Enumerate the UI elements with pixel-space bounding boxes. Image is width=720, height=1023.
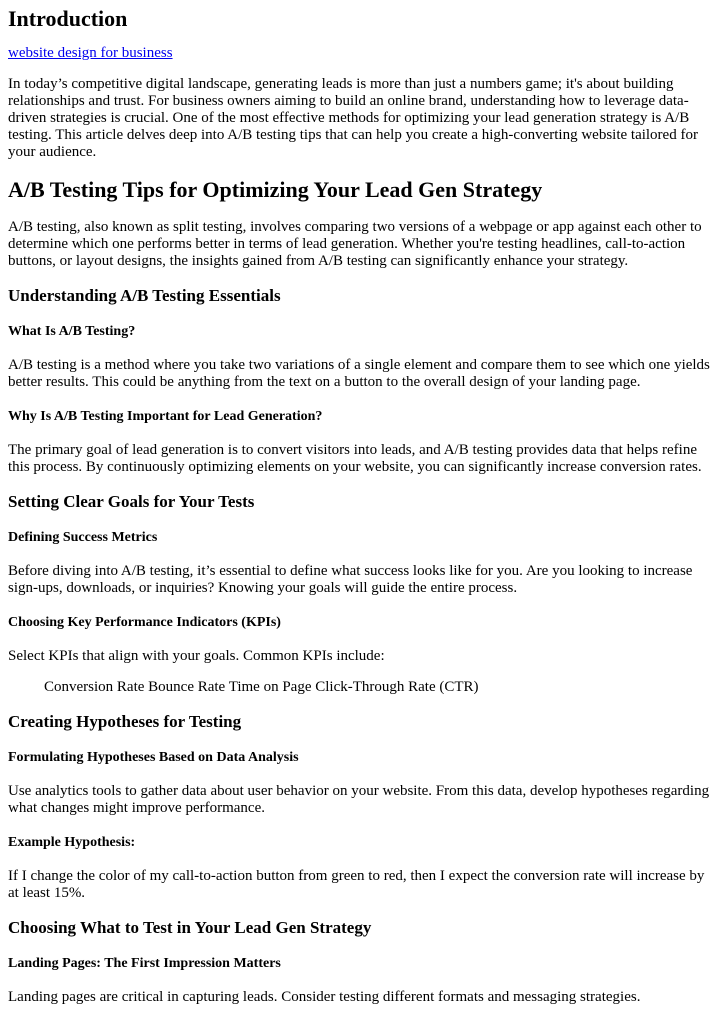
intro-paragraph: In today’s competitive digital landscape, generating leads is more than just a numbers game; it's about building relationships and trust. For business owners aiming to build an online brand, understanding how to leverage data-driven strategies is crucial. One of the most effective methods for optimizing your lead generation strategy is A/B testing. This article delves deep into A/B testing tips that can help you create a high-converting website tailored for your audience. (8, 76, 698, 160)
main-heading: A/B Testing Tips for Optimizing Your Lead Gen Strategy (8, 177, 543, 202)
why-ab-paragraph: The primary goal of lead generation is to convert visitors into leads, and A/B testing provides data that helps refine this process. By continuously optimizing elements on your website, you can significantly increase conversion rates. (8, 442, 702, 475)
essentials-heading: Understanding A/B Testing Essentials (8, 286, 281, 305)
example-hypothesis-heading: Example Hypothesis: (8, 835, 136, 850)
formulating-paragraph: Use analytics tools to gather data about user behavior on your website. From this data, develop hypotheses regarding what changes might improve performance. (8, 783, 710, 816)
kpi-paragraph: Select KPIs that align with your goals. Common KPIs include: (8, 648, 385, 664)
kpi-list: Conversion Rate Bounce Rate Time on Page Click-Through Rate (CTR) (44, 679, 479, 695)
main-paragraph: A/B testing, also known as split testing, involves comparing two versions of a webpage or app against each other to determine which one performs better in terms of lead generation. Whether you're testing headlines, call-to-action buttons, or layout designs, the insights gained from A/B testing can significantly enhance your strategy. (8, 219, 702, 269)
success-metrics-heading: Defining Success Metrics (8, 530, 158, 545)
intro-heading: Introduction (8, 6, 128, 31)
website-design-link[interactable]: website design for business (8, 45, 173, 61)
what-is-ab-paragraph: A/B testing is a method where you take two variations of a single element and compare them to see which one yields better results. This could be anything from the text on a button to the overall design of your landing page. (8, 357, 710, 390)
formulating-heading: Formulating Hypotheses Based on Data Analysis (8, 750, 299, 765)
why-ab-heading: Why Is A/B Testing Important for Lead Generation? (8, 409, 323, 424)
example-hypothesis-paragraph: If I change the color of my call-to-action button from green to red, then I expect the conversion rate will increase by at least 15%. (8, 868, 705, 901)
article (0, 6, 720, 1006)
landing-pages-heading: Landing Pages: The First Impression Matters (8, 956, 281, 971)
hypotheses-heading: Creating Hypotheses for Testing (8, 712, 242, 731)
choosing-heading: Choosing What to Test in Your Lead Gen Strategy (8, 918, 372, 937)
kpi-heading: Choosing Key Performance Indicators (KPIs) (8, 615, 281, 630)
what-is-ab-heading: What Is A/B Testing? (8, 324, 136, 339)
goals-heading: Setting Clear Goals for Your Tests (8, 492, 255, 511)
success-metrics-paragraph: Before diving into A/B testing, it’s essential to define what success looks like for you. Are you looking to increase sign-ups, downloads, or inquiries? Knowing your goals will guide the entire process. (8, 563, 693, 596)
intro-link-paragraph (8, 45, 712, 62)
landing-pages-paragraph: Landing pages are critical in capturing leads. Consider testing different formats and messaging strategies. (8, 989, 641, 1005)
